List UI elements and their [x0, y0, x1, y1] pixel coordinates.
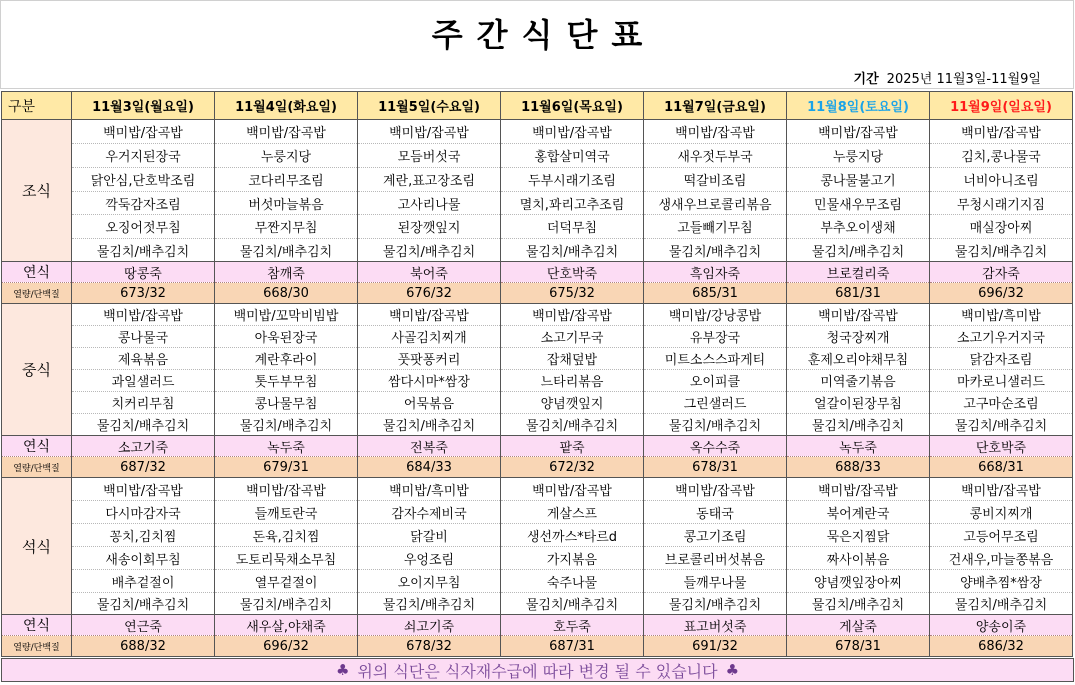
snack-item: 땅콩죽 — [72, 262, 215, 283]
menu-item: 양념깻잎지 — [501, 392, 644, 414]
menu-item: 제육볶음 — [72, 348, 215, 370]
period — [854, 68, 1041, 87]
menu-item: 백미밥/잡곡밥 — [930, 120, 1073, 144]
snack-item: 단호박죽 — [501, 262, 644, 283]
menu-item: 누룽지당 — [787, 144, 930, 168]
menu-item: 무청시래기지짐 — [930, 192, 1073, 215]
menu-item: 치커리무침 — [72, 392, 215, 414]
menu-item: 청국장찌개 — [787, 326, 930, 348]
snack-row — [2, 436, 1073, 457]
menu-item: 백미밥/잡곡밥 — [644, 120, 787, 144]
menu-item: 고들빼기무침 — [644, 215, 787, 239]
menu-item: 동태국 — [644, 501, 787, 524]
nutrition-value: 681/31 — [787, 283, 930, 304]
snack-label: 연식 — [2, 262, 72, 283]
menu-item: 느타리볶음 — [501, 370, 644, 392]
menu-item: 백미밥/꼬막비빔밥 — [215, 304, 358, 326]
menu-item: 물김치/배추김치 — [501, 239, 644, 262]
nutrition-value: 673/32 — [72, 283, 215, 304]
menu-item: 물김치/배추김치 — [787, 414, 930, 436]
menu-item: 누룽지당 — [215, 144, 358, 168]
menu-item: 백미밥/잡곡밥 — [644, 478, 787, 501]
snack-label: 연식 — [2, 615, 72, 636]
menu-item: 양념깻잎장아찌 — [787, 570, 930, 593]
menu-item: 물김치/배추김치 — [787, 239, 930, 262]
menu-item: 새송이회무침 — [72, 547, 215, 570]
menu-item: 물김치/배추김치 — [358, 239, 501, 262]
menu-item: 고구마순조림 — [930, 392, 1073, 414]
menu-item: 묵은지찜닭 — [787, 524, 930, 547]
menu-item: 백미밥/잡곡밥 — [215, 478, 358, 501]
menu-item: 들깨무나물 — [644, 570, 787, 593]
title-row — [0, 0, 1074, 64]
menu-item: 버섯마늘볶음 — [215, 192, 358, 215]
nutrition-value: 679/31 — [215, 457, 358, 478]
header-day: 11월4일(화요일) — [215, 92, 358, 120]
nutrition-value: 678/32 — [358, 636, 501, 657]
menu-item: 물김치/배추김치 — [501, 414, 644, 436]
menu-item: 닭갈비 — [358, 524, 501, 547]
menu-item: 백미밥/잡곡밥 — [72, 120, 215, 144]
meal-row — [2, 547, 1073, 570]
nutrition-value: 687/31 — [501, 636, 644, 657]
menu-item: 물김치/배추김치 — [72, 414, 215, 436]
nutrition-value: 688/33 — [787, 457, 930, 478]
club-icon: ♣ — [335, 661, 350, 679]
menu-item: 열무겉절이 — [215, 570, 358, 593]
menu-item: 오이지무침 — [358, 570, 501, 593]
snack-item: 녹두죽 — [215, 436, 358, 457]
meal-row — [2, 414, 1073, 436]
menu-item: 백미밥/잡곡밥 — [501, 478, 644, 501]
menu-item: 떡갈비조림 — [644, 168, 787, 192]
meal-row — [2, 239, 1073, 262]
nutrition-value: 678/31 — [787, 636, 930, 657]
nutrition-value: 685/31 — [644, 283, 787, 304]
nutrition-value: 696/32 — [930, 283, 1073, 304]
snack-item: 브로컬리죽 — [787, 262, 930, 283]
nutrition-value: 684/33 — [358, 457, 501, 478]
menu-item: 과일샐러드 — [72, 370, 215, 392]
menu-item: 숙주나물 — [501, 570, 644, 593]
menu-item: 물김치/배추김치 — [644, 414, 787, 436]
snack-item: 게살죽 — [787, 615, 930, 636]
menu-item: 물김치/배추김치 — [501, 593, 644, 615]
header-day: 11월6일(목요일) — [501, 92, 644, 120]
menu-item: 계란후라이 — [215, 348, 358, 370]
menu-item: 물김치/배추김치 — [930, 414, 1073, 436]
menu-item: 감자수제비국 — [358, 501, 501, 524]
meal-row — [2, 570, 1073, 593]
menu-item: 물김치/배추김치 — [215, 239, 358, 262]
menu-item: 너비아니조림 — [930, 168, 1073, 192]
meal-row — [2, 501, 1073, 524]
menu-item: 물김치/배추김치 — [72, 593, 215, 615]
snack-row — [2, 262, 1073, 283]
snack-item: 전복죽 — [358, 436, 501, 457]
meal-row — [2, 120, 1073, 144]
snack-item: 감자죽 — [930, 262, 1073, 283]
menu-item: 닭감자조림 — [930, 348, 1073, 370]
menu-item: 배추겉절이 — [72, 570, 215, 593]
menu-item: 콩고기조림 — [644, 524, 787, 547]
breakfast-label: 조식 — [2, 120, 72, 262]
menu-item: 양배추찜*쌈장 — [930, 570, 1073, 593]
menu-item: 백미밥/잡곡밥 — [72, 478, 215, 501]
notice-text: 위의 식단은 식자재수급에 따라 변경 될 수 있습니다 — [357, 661, 718, 681]
menu-item: 코다리무조림 — [215, 168, 358, 192]
menu-item: 풋팟퐁커리 — [358, 348, 501, 370]
period-value: 2025년 11월3일-11월9일 — [886, 72, 1041, 87]
snack-item: 소고기죽 — [72, 436, 215, 457]
menu-item: 북어계란국 — [787, 501, 930, 524]
nutrition-value: 668/30 — [215, 283, 358, 304]
nutrition-value: 676/32 — [358, 283, 501, 304]
header-day: 11월7일(금요일) — [644, 92, 787, 120]
footer-notice — [1, 658, 1074, 682]
meal-row — [2, 370, 1073, 392]
snack-item: 표고버섯죽 — [644, 615, 787, 636]
meal-row — [2, 593, 1073, 615]
menu-item: 백미밥/잡곡밥 — [72, 304, 215, 326]
dinner-label: 석식 — [2, 478, 72, 615]
meal-row — [2, 168, 1073, 192]
nutrition-value: 668/31 — [930, 457, 1073, 478]
menu-item: 미역줄기볶음 — [787, 370, 930, 392]
menu-item: 생새우브로콜리볶음 — [644, 192, 787, 215]
snack-item: 호두죽 — [501, 615, 644, 636]
menu-item: 콩나물국 — [72, 326, 215, 348]
period-label: 기간 — [853, 72, 879, 87]
meal-row — [2, 392, 1073, 414]
menu-item: 무짠지무침 — [215, 215, 358, 239]
menu-item: 더덕무침 — [501, 215, 644, 239]
nutrition-row — [2, 636, 1073, 657]
menu-item: 닭안심,단호박조림 — [72, 168, 215, 192]
menu-item: 김치,콩나물국 — [930, 144, 1073, 168]
menu-item: 오이피클 — [644, 370, 787, 392]
menu-item: 가지볶음 — [501, 547, 644, 570]
menu-item: 물김치/배추김치 — [358, 414, 501, 436]
menu-item: 사골김치찌개 — [358, 326, 501, 348]
meal-row — [2, 304, 1073, 326]
menu-item: 백미밥/잡곡밥 — [787, 304, 930, 326]
menu-item: 오징어젓무침 — [72, 215, 215, 239]
menu-item: 물김치/배추김치 — [644, 239, 787, 262]
menu-item: 부추오이생채 — [787, 215, 930, 239]
nutrition-value: 686/32 — [930, 636, 1073, 657]
meal-row — [2, 144, 1073, 168]
menu-item: 우엉조림 — [358, 547, 501, 570]
menu-item: 새우젓두부국 — [644, 144, 787, 168]
menu-item: 백미밥/흑미밥 — [930, 304, 1073, 326]
menu-item: 물김치/배추김치 — [72, 239, 215, 262]
menu-item: 잡채덮밥 — [501, 348, 644, 370]
menu-item: 콩나물불고기 — [787, 168, 930, 192]
menu-item: 모듬버섯국 — [358, 144, 501, 168]
menu-item: 민물새우무조림 — [787, 192, 930, 215]
menu-item: 얼갈이된장무침 — [787, 392, 930, 414]
nutrition-label: 열량/단백질 — [2, 457, 72, 478]
header-day: 11월5일(수요일) — [358, 92, 501, 120]
menu-item: 백미밥/잡곡밥 — [787, 478, 930, 501]
menu-item: 홍합살미역국 — [501, 144, 644, 168]
nutrition-value: 688/32 — [72, 636, 215, 657]
meal-row — [2, 215, 1073, 239]
menu-item: 물김치/배추김치 — [787, 593, 930, 615]
menu-item: 도토리묵채소무침 — [215, 547, 358, 570]
nutrition-value: 678/31 — [644, 457, 787, 478]
menu-item: 백미밥/잡곡밥 — [215, 120, 358, 144]
snack-item: 양송이죽 — [930, 615, 1073, 636]
menu-item: 백미밥/강낭콩밥 — [644, 304, 787, 326]
header-day: 11월3일(월요일) — [72, 92, 215, 120]
snack-item: 연근죽 — [72, 615, 215, 636]
menu-item: 물김치/배추김치 — [215, 593, 358, 615]
menu-item: 백미밥/잡곡밥 — [358, 304, 501, 326]
nutrition-value: 691/32 — [644, 636, 787, 657]
menu-item: 게살스프 — [501, 501, 644, 524]
menu-item: 된장깻잎지 — [358, 215, 501, 239]
menu-item: 물김치/배추김치 — [930, 593, 1073, 615]
menu-item: 어묵볶음 — [358, 392, 501, 414]
menu-item: 미트소스스파게티 — [644, 348, 787, 370]
snack-item: 새우살,야채죽 — [215, 615, 358, 636]
meal-row — [2, 478, 1073, 501]
menu-item: 생선까스*타르d — [501, 524, 644, 547]
meal-row — [2, 524, 1073, 547]
nutrition-value: 672/32 — [501, 457, 644, 478]
menu-item: 콩나물무침 — [215, 392, 358, 414]
menu-item: 아욱된장국 — [215, 326, 358, 348]
menu-item: 브로콜리버섯볶음 — [644, 547, 787, 570]
menu-item: 백미밥/잡곡밥 — [787, 120, 930, 144]
menu-item: 백미밥/잡곡밥 — [358, 120, 501, 144]
snack-item: 북어죽 — [358, 262, 501, 283]
menu-item: 백미밥/잡곡밥 — [501, 120, 644, 144]
meal-row — [2, 348, 1073, 370]
club-icon: ♣ — [725, 661, 740, 679]
menu-item: 마카로니샐러드 — [930, 370, 1073, 392]
menu-table — [1, 91, 1073, 657]
snack-item: 흑임자죽 — [644, 262, 787, 283]
menu-item: 깍둑감자조림 — [72, 192, 215, 215]
menu-item: 돈육,김치찜 — [215, 524, 358, 547]
snack-item: 팥죽 — [501, 436, 644, 457]
menu-item: 백미밥/잡곡밥 — [501, 304, 644, 326]
menu-item: 백미밥/흑미밥 — [358, 478, 501, 501]
menu-item: 훈제오리야채무침 — [787, 348, 930, 370]
menu-item: 매실장아찌 — [930, 215, 1073, 239]
nutrition-row — [2, 283, 1073, 304]
menu-item: 백미밥/잡곡밥 — [930, 478, 1073, 501]
menu-item: 소고기우거지국 — [930, 326, 1073, 348]
header-day: 11월8일(토요일) — [787, 92, 930, 120]
menu-item: 멸치,꽈리고추조림 — [501, 192, 644, 215]
menu-item: 고사리나물 — [358, 192, 501, 215]
nutrition-label: 열량/단백질 — [2, 283, 72, 304]
snack-item: 옥수수죽 — [644, 436, 787, 457]
menu-item: 두부시래기조림 — [501, 168, 644, 192]
nutrition-label: 열량/단백질 — [2, 636, 72, 657]
menu-item: 다시마감자국 — [72, 501, 215, 524]
menu-item: 고등어무조림 — [930, 524, 1073, 547]
menu-item: 톳두부무침 — [215, 370, 358, 392]
header-gubun: 구분 — [2, 92, 72, 120]
menu-item: 소고기무국 — [501, 326, 644, 348]
snack-item: 녹두죽 — [787, 436, 930, 457]
menu-item: 건새우,마늘쫑볶음 — [930, 547, 1073, 570]
page-title: 주간식단표 — [431, 15, 657, 54]
menu-item: 쌈다시마*쌈장 — [358, 370, 501, 392]
period-row — [0, 64, 1074, 89]
snack-item: 단호박죽 — [930, 436, 1073, 457]
menu-item: 짜사이볶음 — [787, 547, 930, 570]
menu-item: 우거지된장국 — [72, 144, 215, 168]
header-day: 11월9일(일요일) — [930, 92, 1073, 120]
menu-item: 물김치/배추김치 — [644, 593, 787, 615]
menu-item: 꽁치,김치찜 — [72, 524, 215, 547]
snack-item: 참깨죽 — [215, 262, 358, 283]
snack-item: 쇠고기죽 — [358, 615, 501, 636]
nutrition-value: 687/32 — [72, 457, 215, 478]
nutrition-value: 696/32 — [215, 636, 358, 657]
snack-row — [2, 615, 1073, 636]
menu-item: 들깨토란국 — [215, 501, 358, 524]
menu-item: 물김치/배추김치 — [215, 414, 358, 436]
lunch-label: 중식 — [2, 304, 72, 436]
menu-item: 물김치/배추김치 — [358, 593, 501, 615]
snack-label: 연식 — [2, 436, 72, 457]
menu-item: 그린샐러드 — [644, 392, 787, 414]
nutrition-value: 675/32 — [501, 283, 644, 304]
menu-item: 콩비지찌개 — [930, 501, 1073, 524]
menu-item: 물김치/배추김치 — [930, 239, 1073, 262]
meal-row — [2, 326, 1073, 348]
nutrition-row — [2, 457, 1073, 478]
menu-item: 유부장국 — [644, 326, 787, 348]
meal-row — [2, 192, 1073, 215]
header-row — [2, 92, 1073, 120]
menu-item: 계란,표고장조림 — [358, 168, 501, 192]
